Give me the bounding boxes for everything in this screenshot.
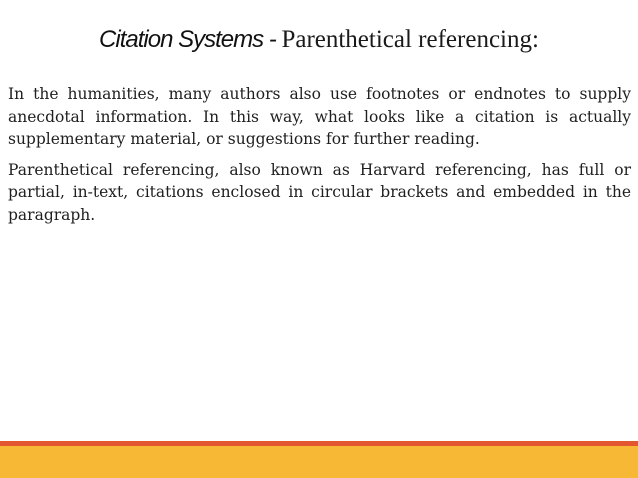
footer-band — [0, 446, 638, 478]
paragraph-1: In the humanities, many authors also use footnotes or endnotes to supply anecdotal information. In this way, what looks like a citation is actually supplementary material, or suggestions for further reading. — [8, 85, 631, 149]
paragraph-2: Parenthetical referencing, also known as Harvard referencing, has full or partial, in-text, citations enclosed in circular brackets and embedded in the paragraph. — [8, 160, 631, 224]
title-italic-part: Citation Systems - — [99, 26, 282, 53]
slide-title — [0, 20, 638, 63]
slide-body — [8, 83, 631, 235]
title-normal-part: Parenthetical referencing: — [281, 26, 539, 53]
